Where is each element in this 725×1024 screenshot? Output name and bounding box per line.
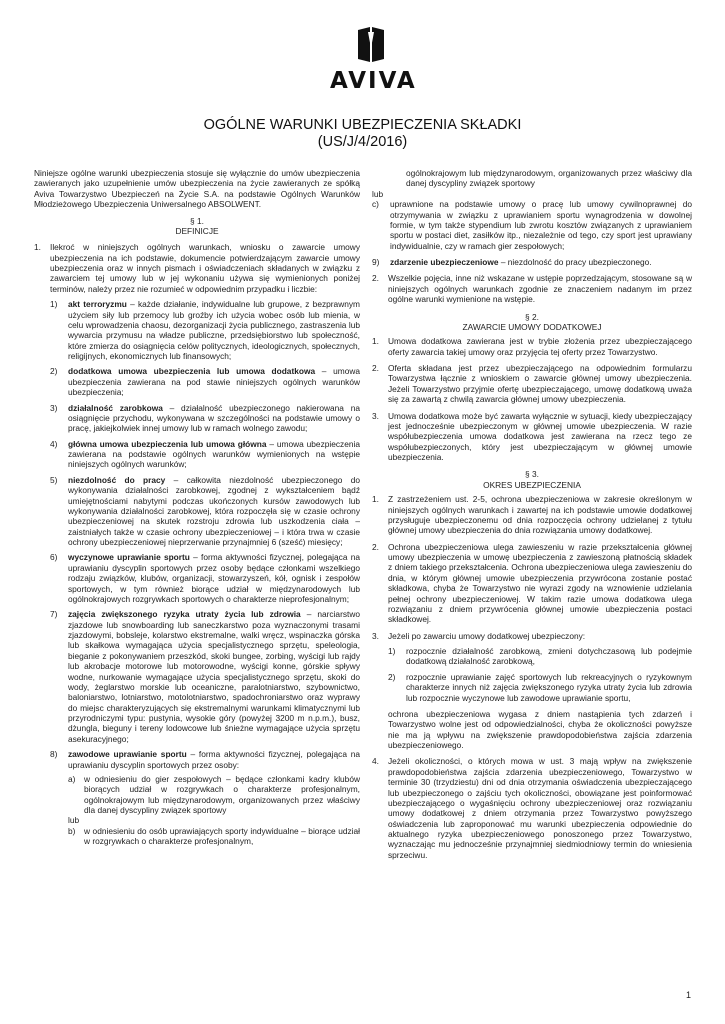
s3-subitem-text: rozpocznie działalność zarobkową, zmieni dotychczasową lub podejmie dodatkową działalność zarobkową, [406,646,692,667]
s3-subitem [388,646,692,667]
s3-subitem-number: 1) [388,646,396,656]
definition-number: 7) [50,609,58,620]
right-column [372,168,692,860]
s3-subitem [388,672,692,703]
definition-subitem [68,774,360,816]
definition-term: dodatkowa umowa ubezpieczenia lub umowa dodatkowa [68,366,316,377]
definition-term: działalność zarobkowa [68,402,163,413]
section-2-number: § 2. [525,311,539,322]
definition-body: – całkowita niezdolność ubezpieczonego do wykonywania działalności zarobkowej, zgodnej z wykształceniem bądź umiejętnościami nabytymi podczas ukończonych kursów zawodowych lub wykonywania działalności zarobkowej, która rozpoczęła się w czasie ochrony ubezpieczeniowej na skutek rozstroju zdrowia lub uszkodzenia ciała – zaistniałych także w czasie ochrony ubezpieczeniowej – i która trwa w czasie ochrony ubezpieczeniowej nieprzerwanie przynajmniej 6 (sześć) miesięcy; [68,474,360,547]
page-number: 1 [685,990,691,1000]
s2-item [372,363,692,405]
definition-body: – działalność ubezpieczonego nakierowana na osiągnięcie przychodu, wykonywana w szczególności na podstawie umowy o pracę, jakiejkolwiek innej umowy lub w ramach wolnego zawodu; [68,402,360,434]
definition-term: zdarzenie ubezpieczeniowe [390,257,499,267]
subitem-text: w odniesieniu do gier zespołowych – będące członkami kadry klubów biorących udział w rozgrywkach o charakterze profesjonalnym, ogólnokrajowym lub międzynarodowym, organizowanych przez właściwy dla danej dyscypliny związek sportowy [84,773,360,815]
definition-body: – każde działanie, indywidualne lub grupowe, z bezprawnym użyciem siły lub przemocy lub groźby ich użycia wobec osób lub mienia, w celu wprowadzenia chaosu, dezorganizacji życia publicznego, zastraszenia lub wywarcia przymusu na władze publiczne, przedsiębiorstwo lub społeczność, które zmierza do osiągnięcia celów politycznych, ideologicznych, społecznych, religijnych, ekonomicznych lub finansowych; [68,299,360,361]
definition-item [50,403,360,434]
definition-number: 3) [50,402,58,413]
s2-item-text: Oferta składana jest przez ubezpieczającego na odpowiednim formularzu Towarzystwa łącznie z wnioskiem o zawarcie głównej umowy ubezpieczenia. Jeżeli Towarzystwo przyjmie ofertę ubezpieczającego, umowę dodatkową uważa się za zawartą z chwilą zawarcia głównej umowy ubezpieczenia. [388,363,692,405]
definition-number: 1) [50,299,58,310]
definition-text [68,366,360,397]
s2-item-text: Umowa dodatkowa może być zawarta wyłącznie w sytuacji, kiedy ubezpieczający jest jednocześnie ubezpieczonym w głównej umowie ubezpieczenia. W razie współubezpieczenia umowa dodatkowa jest zawierana na rzecz tego ze współubezpieczonych, który jest ubezpieczającym w głównej umowie ubezpieczenia. [388,410,692,462]
definition-body: – niezdolność do pracy ubezpieczonego. [498,257,652,267]
s3-item-number: 1. [372,494,379,505]
s3-subitem-number: 2) [388,671,396,682]
s3-item-text: Jeżeli okoliczności, o których mowa w ust. 3 mają wpływ na zwiększenie prawdopodobieństwa zajścia zdarzenia ubezpieczeniowego, Towarzystwo w terminie 30 (trzydziestu) dni od dnia otrzymania oświadczenia ubezpieczającego lub ubezpieczonego o zajściu tych okoliczności, obowiązane jest poinformować ubezpieczającego o wygaśnięciu ochrony ubezpieczeniowej oraz rozwiązaniu umowy dodatkowej z dniem otrzymania przez Towarzystwo powyższego oświadczenia lub zaproponować mu warunki ubezpieczenia odpowiednie do aktualnego ryzyka ubezpieczeniowego ponoszonego przez Towarzystwo, wyznaczając mu jednocześnie przynajmniej siedmiodniowy termin do wniesienia sprzeciwu. [388,756,692,860]
s3-item [372,542,692,625]
s1-p1-text: Ilekroć w niniejszych ogólnych warunkach, wniosku o zawarcie umowy ubezpieczenia na ich podstawie, dokumencie potwierdzającym zawarcie umowy ubezpieczenia oraz w innych pismach i oświadczeniach składanych w związku z zawarciem tej umowy lub w jej wykonaniu używa się wymienionych poniżej terminów, należy przez nie rozumieć w odpowiednim przypadku i liczbie: [50,242,360,294]
section-1-heading: DEFINICJE [175,225,219,236]
intro-paragraph: Niniejsze ogólne warunki ubezpieczenia stosuje się wyłącznie do umów ubezpieczenia zawieranych jako uzupełnienie umów ubezpieczenia na życie zawieranych ze spółką Aviva Towarzystwo Ubezpieczeń na Życie S.A. na podstawie Ogólnych Warunków Młodzieżowego Ubezpieczenia Uniwersalnego ABSOLWENT. [34,168,360,210]
s1-paragraph-2 [372,273,692,304]
definition-text [68,439,360,470]
definition-body: – umowa ubezpieczenia zawierana na podstawie ogólnych warunków wymienionych na wstępie niniejszych ogólnych warunków; [68,438,361,470]
connector-lub: lub [68,815,80,826]
subitem-continuation: ogólnokrajowym lub międzynarodowym, organizowanych przez właściwy dla danej dyscypliny związek sportowy [406,168,692,189]
s3-item-number: 2. [372,541,379,552]
definition-number: 8) [50,749,58,760]
definition-text [68,299,360,361]
s1-p2-number: 2. [372,273,379,284]
s3-item-number: 3. [372,630,379,641]
s3-item-number: 4. [372,756,379,767]
definition-subitem [372,199,692,251]
subitem-text: w odniesieniu do osób uprawiających sporty indywidualne – biorące udział w rozgrywkach o charakterze profesjonalnym, [84,825,360,847]
definition-text [68,475,360,548]
document-code: (US/J/4/2016) [317,134,408,150]
section-3-number: § 3. [525,469,539,480]
s3-subitem-text: rozpocznie uprawianie zajęć sportowych lub rekreacyjnych o ryzykownym charakterze innych niż zajęcia zwiększonego ryzyka utraty życia lub zdrowia lub rozpocznie wyczynowe lub zawodowe uprawianie sportu, [406,671,692,703]
definition-number: 5) [50,474,58,485]
definition-item [372,257,692,267]
s2-item [372,336,692,357]
s3-item-text: Ochrona ubezpieczeniowa ulega zawieszeniu w razie przekształcenia głównej umowy ubezpieczenia w umowę ubezpieczenia z zawieszoną płatnością składek z dniem takiego przekształcenia. Ochrona ubezpieczeniowa ulega zawieszeniu do dnia, w którym głównej umowie ubezpieczenia przywrócona zostanie postać składkowa, chyba że Towarzystwo nie wyrazi zgody na wznowienie udzielania pełnej ochrony ubezpieczeniowej. W takim razie umowa dodatkowa ulega rozwiązaniu z dniem przywrócenia głównej umowie ubezpieczenia postaci składkowej. [388,541,692,625]
definition-item [50,439,360,470]
connector-lub: lub [372,188,384,199]
subitem-letter: b) [68,825,76,836]
definition-body: – forma aktywności fizycznej, polegająca na uprawianiu dyscyplin sportowych przez osoby: [68,749,360,770]
s2-item-text: Umowa dodatkowa zawierana jest w trybie złożenia przez ubezpieczającego oferty zawarcia takiej umowy oraz przyjęcia tej oferty przez Towarzystwo. [388,336,692,357]
section-1-number: § 1. [190,215,204,226]
definition-item [50,299,360,361]
s3-item [372,631,692,641]
definition-item [50,609,360,744]
definition-item [50,366,360,397]
section-2-heading: ZAWARCIE UMOWY DODATKOWEJ [462,321,602,332]
aviva-logo-icon [350,26,390,64]
definition-text [68,552,360,604]
definition-term: niezdolność do pracy [68,474,166,485]
document-title: OGÓLNE WARUNKI UBEZPIECZENIA SKŁADKI [203,117,522,133]
definition-term: zajęcia zwiększonego ryzyka utraty życia lub zdrowia [68,609,301,620]
definition-text [68,403,360,434]
definition-body: – umowa ubezpieczenia zawierana na pod stawie niniejszych ogólnych warunków ubezpieczenia; [68,366,360,398]
definition-subitem [68,826,360,847]
definition-body: – narciarstwo zjazdowe lub snowboarding lub saneczkarstwo poza wyznaczonymi trasami zjazdowymi, bobsleje, kolarstwo ekstremalne, walki wręcz, wspinaczka górska lub skałkowa wymagająca użycia specjalistycznego sprzętu, speleologia, bieganie z pokonywaniem przeszkód, skoki bungee, zorbing, wyścigi lub rajdy lub akrobacje motorowe lub motorowodne, wyścigi konne, górskie spływy wodne, nurkowanie wymagające użycia specjalistycznego sprzętu, skoki do wody, żeglarstwo morskie lub oceaniczne, paralotniarstwo, szybownictwo, baloniarstwo, lotniarstwo, motolotniarstwo, spadochroniarstwo oraz wyprawy do miejsc charakteryzujących się ekstremalnymi warunkami klimatycznymi lub przyrodniczymi typu: pustynia, wysokie góry (powyżej 3200 m n.p.m.), busz, dżungla, bieguny i tereny lodowcowe lub śnieżne wymagające użycia sprzętu asekuracyjnego; [68,609,361,744]
section-3-heading: OKRES UBEZPIECZENIA [483,479,581,490]
subitem-text: uprawnione na podstawie umowy o pracę lub umowy cywilnoprawnej do otrzymywania w związku z uprawianiem sportu wynagrodzenia w dowolnej formie, w tym także stypendium lub zwrotu kosztów związanych z uprawianiem sportu w postaci diet, zasiłków itp., niezależnie od tego, czy sport jest uprawiany indywidualnie, czy w ramach gier zespołowych; [390,199,692,251]
subitem-letter: a) [68,773,76,784]
left-column [34,168,360,847]
definition-text [390,257,692,267]
s3-item-text: Z zastrzeżeniem ust. 2-5, ochrona ubezpieczeniowa w zakresie określonym w niniejszych ogólnych warunkach i zawartej na ich podstawie umowie dodatkowej przysługuje ubezpieczonemu od dnia rozpoczęcia ochrony udzielanej z tytułu głównej umowy ubezpieczenia do dnia rozwiązania umowy dodatkowej. [388,494,692,536]
definition-item [50,749,360,770]
brand-logo [330,26,417,94]
s1-paragraph-1 [34,242,360,294]
definition-term: akt terroryzmu [68,299,127,310]
definition-term: wyczynowe uprawianie sportu [68,552,190,563]
s2-item-number: 1. [372,336,379,347]
s1-p1-number: 1. [34,242,41,253]
definition-body: – forma aktywności fizycznej, polegająca na uprawianiu dyscyplin sportowych przez osoby będące członkami wszelkiego rodzaju związków, klubów, organizacji, stowarzyszeń, kół, ognisk i zespołów sportowych, w tym również biorące udział w międzynarodowych lub ogólnokrajowych rozgrywkach sportowych o charakterze nieprofesjonalnym; [68,552,360,604]
s2-item-number: 3. [372,410,379,421]
definition-term: główna umowa ubezpieczenia lub umowa główna [68,438,267,449]
definition-item [50,475,360,548]
s3-item-3-continuation: ochrona ubezpieczeniowa wygasa z dniem nastąpienia tych zdarzeń i Towarzystwo wolne jest od odpowiedzialności, chyba że okoliczności powyższe nie ma ją wpływu na zwiększenie prawdopodobieństwa zajścia zdarzenia ubezpieczeniowego. [388,708,692,750]
subitem-letter: c) [372,199,379,210]
definition-number: 4) [50,438,58,449]
s3-item [372,756,692,860]
s3-item [372,494,692,536]
s2-item-number: 2. [372,363,379,373]
definition-item [50,552,360,604]
definition-number: 6) [50,552,58,563]
definition-term: zawodowe uprawianie sportu [68,749,187,760]
definition-number: 9) [372,257,380,267]
definition-text [68,609,360,744]
definition-text [68,749,360,770]
brand-name: AVIVA [330,68,417,94]
s3-item-text: Jeżeli po zawarciu umowy dodatkowej ubezpieczony: [388,630,586,641]
s2-item [372,411,692,463]
definition-number: 2) [50,366,58,377]
s1-p2-text: Wszelkie pojęcia, inne niż wskazane w ustępie poprzedzającym, stosowane są w niniejszych ogólnych warunkach zgodnie ze znaczeniem nadanym im przez ogólne warunki wymienione na wstępie. [388,273,692,305]
